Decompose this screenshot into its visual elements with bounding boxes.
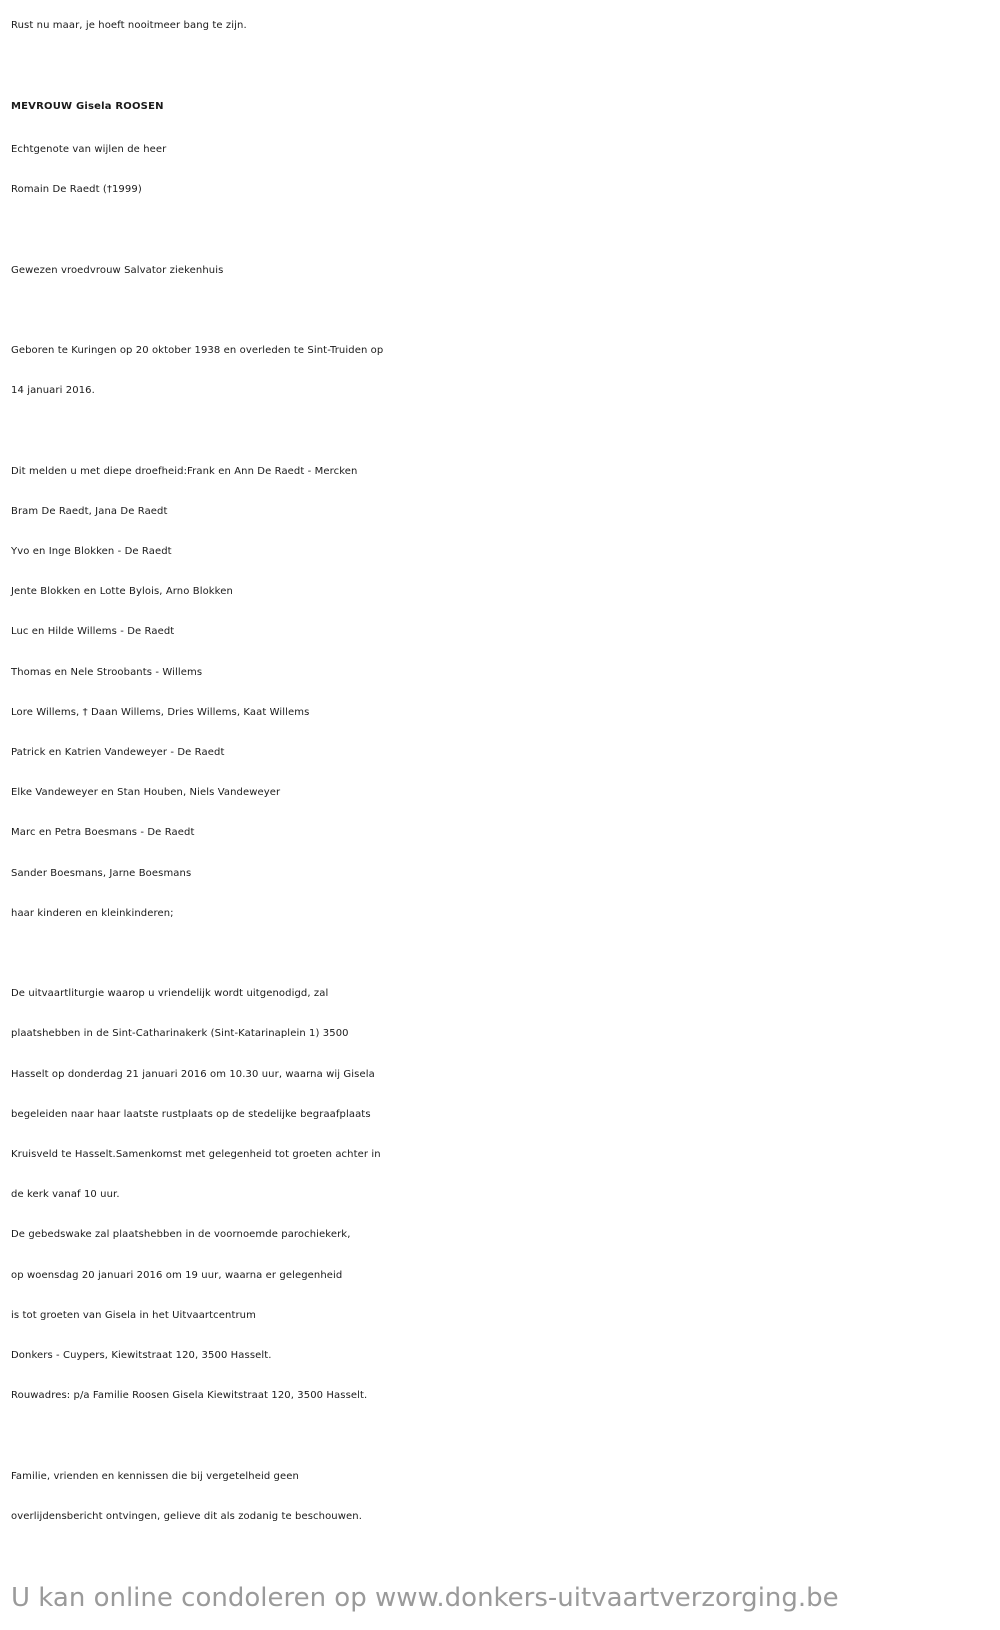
deceased-name: MEVROUW Gisela ROOSEN bbox=[11, 101, 164, 112]
family-line: Marc en Petra Boesmans - De Raedt bbox=[11, 827, 195, 839]
family-section bbox=[11, 452, 996, 934]
obituary-notice bbox=[11, 6, 996, 1537]
ceremony-line: De gebedswake zal plaatshebben in de voornoemde parochiekerk, bbox=[11, 1229, 351, 1241]
spacer bbox=[11, 1416, 996, 1456]
family-line: Yvo en Inge Blokken - De Raedt bbox=[11, 545, 172, 557]
birth-death-line: 14 januari 2016. bbox=[11, 385, 95, 397]
occupation: Gewezen vroedvrouw Salvator ziekenhuis bbox=[11, 264, 224, 276]
ceremony-line: De uitvaartliturgie waarop u vriendelijk wordt uitgenodigd, zal bbox=[11, 988, 329, 1000]
family-line: Bram De Raedt, Jana De Raedt bbox=[11, 505, 168, 517]
spacer bbox=[11, 210, 996, 250]
ceremony-line: op woensdag 20 januari 2016 om 19 uur, waarna er gelegenheid bbox=[11, 1269, 343, 1281]
spacer bbox=[11, 411, 996, 451]
family-line: Lore Willems, † Daan Willems, Dries Willems, Kaat Willems bbox=[11, 706, 310, 718]
family-line: Jente Blokken en Lotte Bylois, Arno Blokken bbox=[11, 586, 233, 598]
family-line: Luc en Hilde Willems - De Raedt bbox=[11, 626, 175, 638]
closing-section bbox=[11, 1457, 996, 1537]
ceremony-line: de kerk vanaf 10 uur. bbox=[11, 1189, 120, 1201]
spouse-section bbox=[11, 130, 996, 210]
spouse-line: Echtgenote van wijlen de heer bbox=[11, 144, 167, 155]
mourning-address: Rouwadres: p/a Familie Roosen Gisela Kiewitstraat 120, 3500 Hasselt. bbox=[11, 1390, 368, 1402]
family-line: Dit melden u met diepe droefheid:Frank en Ann De Raedt - Mercken bbox=[11, 465, 358, 477]
ceremony-line: begeleiden naar haar laatste rustplaats op de stedelijke begraafplaats bbox=[11, 1108, 371, 1120]
family-line: Thomas en Nele Stroobants - Willems bbox=[11, 666, 203, 678]
ceremony-section bbox=[11, 974, 996, 1416]
birth-death-section bbox=[11, 331, 996, 411]
closing-line: Familie, vrienden en kennissen die bij vergetelheid geen bbox=[11, 1470, 299, 1482]
opening-quote: Rust nu maar, je hoeft nooitmeer bang te zijn. bbox=[11, 20, 247, 31]
spacer bbox=[11, 934, 996, 974]
spouse-line: Romain De Raedt (†1999) bbox=[11, 184, 142, 196]
ceremony-line: Hasselt op donderdag 21 januari 2016 om 10.30 uur, waarna wij Gisela bbox=[11, 1068, 375, 1080]
ceremony-line: plaatshebben in de Sint-Catharinakerk (Sint-Katarinaplein 1) 3500 bbox=[11, 1028, 349, 1040]
closing-line: overlijdensbericht ontvingen, gelieve dit als zodanig te beschouwen. bbox=[11, 1510, 362, 1522]
ceremony-line: is tot groeten van Gisela in het Uitvaartcentrum bbox=[11, 1309, 256, 1321]
family-line: haar kinderen en kleinkinderen; bbox=[11, 907, 174, 919]
ceremony-line: Kruisveld te Hasselt.Samenkomst met gelegenheid tot groeten achter in bbox=[11, 1149, 381, 1161]
family-line: Patrick en Katrien Vandeweyer - De Raedt bbox=[11, 747, 225, 758]
spacer bbox=[11, 291, 996, 331]
birth-death-line: Geboren te Kuringen op 20 oktober 1938 en overleden te Sint-Truiden op bbox=[11, 344, 384, 356]
online-condolence-note: U kan online condoleren op www.donkers-uitvaartverzorging.be bbox=[11, 1583, 839, 1613]
family-line: Sander Boesmans, Jarne Boesmans bbox=[11, 867, 192, 879]
ceremony-line: Donkers - Cuypers, Kiewitstraat 120, 3500 Hasselt. bbox=[11, 1350, 272, 1362]
family-line: Elke Vandeweyer en Stan Houben, Niels Vandeweyer bbox=[11, 787, 281, 799]
